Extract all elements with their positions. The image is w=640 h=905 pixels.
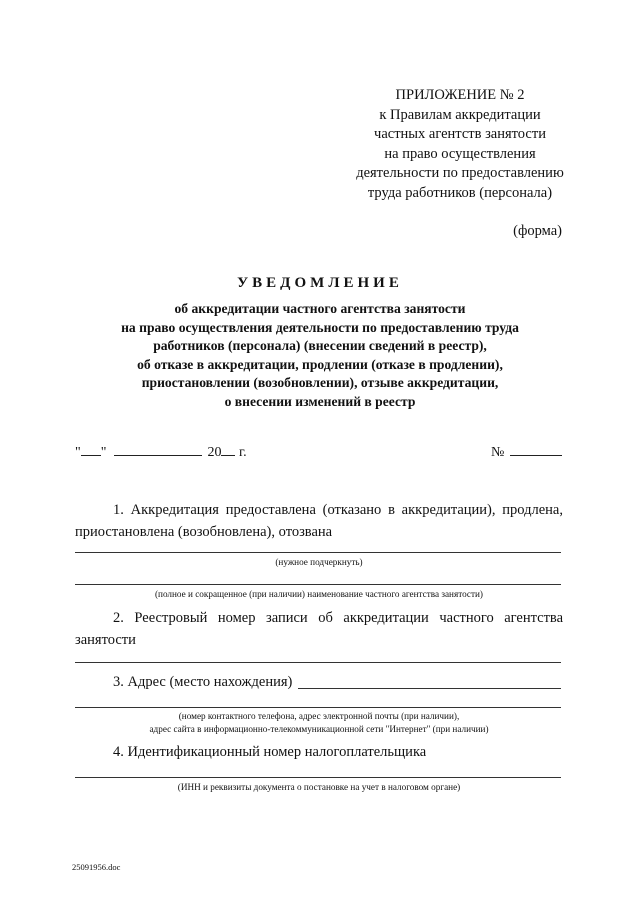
caption-contacts	[75, 710, 563, 735]
subtitle-line: об аккредитации частного агентства занятости	[174, 301, 466, 316]
registry-number-fill-line[interactable]	[75, 662, 561, 663]
appendix-line: деятельности по предоставлению	[356, 165, 564, 181]
item-2-text: 2. Реестровый номер записи об аккредитации частного агентства занятости	[75, 610, 563, 648]
caption-inn: (ИНН и реквизиты документа о постановке на учет в налоговом органе)	[177, 782, 461, 792]
document-title: УВЕДОМЛЕНИЕ	[237, 275, 403, 291]
subtitle-line: работников (персонала) (внесении сведений в реестр),	[153, 338, 487, 354]
caption-agency-name: (полное и сокращенное (при наличии) наименование частного агентства занятости)	[154, 589, 483, 599]
month-blank[interactable]	[114, 442, 202, 456]
appendix-line: частных агентств занятости	[374, 126, 546, 142]
subtitle-line: на право осуществления деятельности по предоставлению труда	[121, 319, 519, 335]
number-field	[491, 442, 562, 461]
subtitle-line: о внесении изменений в реестр	[224, 393, 416, 409]
open-quote: "	[75, 445, 81, 460]
inn-fill-line[interactable]	[75, 777, 561, 778]
caption-contacts-line: (номер контактного телефона, адрес электронной почты (при наличии),	[178, 711, 460, 721]
caption-contacts-line: адрес сайта в информационно-телекоммуникационной сети "Интернет" (при наличии)	[149, 723, 489, 734]
year-blank[interactable]	[221, 442, 235, 456]
item-4-text: 4. Идентификационный номер налогоплательщика	[113, 744, 427, 760]
number-blank[interactable]	[510, 442, 562, 456]
appendix-line: труда работников (персонала)	[367, 184, 553, 201]
item-1-fill-line[interactable]	[75, 552, 561, 553]
address-fill-line[interactable]	[298, 688, 561, 689]
item-1-text: 1. Аккредитация предоставлена (отказано в аккредитации), продлена, приостановлена (возобновлена), отозвана	[75, 502, 563, 540]
form-label: (форма)	[513, 223, 562, 239]
contacts-fill-line[interactable]	[75, 707, 561, 708]
day-blank[interactable]	[81, 442, 101, 456]
agency-name-fill-line[interactable]	[75, 584, 561, 585]
appendix-header	[320, 86, 600, 203]
year-prefix: 20	[207, 445, 222, 460]
date-field	[75, 442, 247, 461]
caption-underline-needed: (нужное подчеркнуть)	[275, 557, 363, 567]
number-sign: №	[491, 445, 505, 460]
appendix-line: на право осуществления	[384, 145, 536, 162]
file-name-footer: 25091956.doc	[72, 862, 121, 872]
subtitle-line: об отказе в аккредитации, продлении (отказе в продлении),	[137, 356, 503, 372]
year-suffix: г.	[238, 445, 247, 460]
item-3-text: 3. Адрес (место нахождения)	[113, 674, 293, 690]
close-quote: "	[100, 445, 107, 460]
subtitle-line: приостановлении (возобновлении), отзыве аккредитации,	[141, 375, 499, 391]
appendix-line: ПРИЛОЖЕНИЕ № 2	[395, 87, 525, 103]
appendix-line: к Правилам аккредитации	[379, 106, 541, 123]
document-subtitle	[60, 300, 580, 412]
